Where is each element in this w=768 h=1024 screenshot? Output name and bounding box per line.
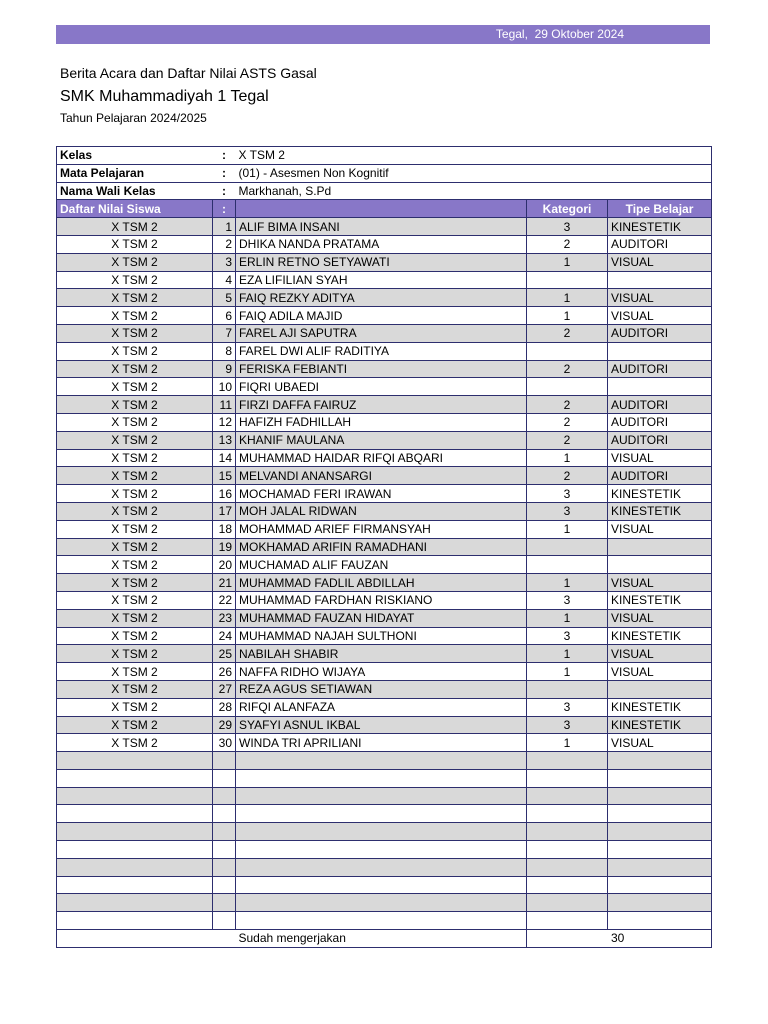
student-class: X TSM 2 xyxy=(57,627,213,645)
student-tipe-belajar: VISUAL xyxy=(608,289,712,307)
student-number: 14 xyxy=(213,449,236,467)
student-class: X TSM 2 xyxy=(57,591,213,609)
student-name: ALIF BIMA INSANI xyxy=(236,218,527,236)
student-tipe-belajar xyxy=(608,342,712,360)
table-row xyxy=(57,378,712,396)
student-class: X TSM 2 xyxy=(57,538,213,556)
student-kategori: 1 xyxy=(527,520,608,538)
table-row xyxy=(57,663,712,681)
table-row xyxy=(57,734,712,752)
student-kategori xyxy=(527,538,608,556)
student-kategori: 1 xyxy=(527,289,608,307)
empty-cell xyxy=(213,858,236,876)
student-tipe-belajar: VISUAL xyxy=(608,520,712,538)
empty-cell xyxy=(608,769,712,787)
student-tipe-belajar: VISUAL xyxy=(608,449,712,467)
student-number: 27 xyxy=(213,680,236,698)
student-class: X TSM 2 xyxy=(57,609,213,627)
student-number: 23 xyxy=(213,609,236,627)
empty-cell xyxy=(608,894,712,912)
student-number: 21 xyxy=(213,574,236,592)
student-class: X TSM 2 xyxy=(57,663,213,681)
empty-cell xyxy=(236,912,527,930)
student-name: MUHAMMAD HAIDAR RIFQI ABQARI xyxy=(236,449,527,467)
summary-row xyxy=(57,930,712,948)
empty-cell xyxy=(57,752,213,770)
empty-cell xyxy=(57,841,213,859)
student-name: FERISKA FEBIANTI xyxy=(236,360,527,378)
student-tipe-belajar xyxy=(608,271,712,289)
student-tipe-belajar: AUDITORI xyxy=(608,360,712,378)
student-kategori: 1 xyxy=(527,734,608,752)
student-number: 29 xyxy=(213,716,236,734)
empty-row xyxy=(57,858,712,876)
empty-cell xyxy=(608,858,712,876)
student-tipe-belajar: AUDITORI xyxy=(608,235,712,253)
student-name: WINDA TRI APRILIANI xyxy=(236,734,527,752)
student-tipe-belajar: VISUAL xyxy=(608,307,712,325)
student-name: KHANIF MAULANA xyxy=(236,431,527,449)
table-row xyxy=(57,413,712,431)
student-class: X TSM 2 xyxy=(57,289,213,307)
student-kategori: 3 xyxy=(527,716,608,734)
empty-cell xyxy=(57,894,213,912)
student-tipe-belajar: VISUAL xyxy=(608,734,712,752)
table-row xyxy=(57,716,712,734)
student-number: 12 xyxy=(213,413,236,431)
empty-cell xyxy=(57,787,213,805)
student-name: REZA AGUS SETIAWAN xyxy=(236,680,527,698)
table-row xyxy=(57,467,712,485)
empty-row xyxy=(57,787,712,805)
student-tipe-belajar xyxy=(608,680,712,698)
student-kategori: 2 xyxy=(527,467,608,485)
empty-cell xyxy=(527,752,608,770)
student-name: DHIKA NANDA PRATAMA xyxy=(236,235,527,253)
empty-cell xyxy=(236,787,527,805)
student-kategori: 1 xyxy=(527,574,608,592)
colon: : xyxy=(213,147,236,165)
student-number: 15 xyxy=(213,467,236,485)
student-tipe-belajar: VISUAL xyxy=(608,609,712,627)
student-tipe-belajar: AUDITORI xyxy=(608,324,712,342)
student-tipe-belajar xyxy=(608,538,712,556)
student-name: MUHAMMAD FARDHAN RISKIANO xyxy=(236,591,527,609)
table-row xyxy=(57,271,712,289)
table-row xyxy=(57,449,712,467)
student-name: MUHAMMAD FADLIL ABDILLAH xyxy=(236,574,527,592)
student-class: X TSM 2 xyxy=(57,342,213,360)
header-tipe-belajar: Tipe Belajar xyxy=(608,200,712,218)
student-number: 26 xyxy=(213,663,236,681)
table-row xyxy=(57,360,712,378)
student-number: 25 xyxy=(213,645,236,663)
student-name: RIFQI ALANFAZA xyxy=(236,698,527,716)
student-name: MOH JALAL RIDWAN xyxy=(236,502,527,520)
student-number: 20 xyxy=(213,556,236,574)
table-row xyxy=(57,431,712,449)
empty-cell xyxy=(57,912,213,930)
student-kategori xyxy=(527,680,608,698)
student-name: ERLIN RETNO SETYAWATI xyxy=(236,253,527,271)
empty-row xyxy=(57,894,712,912)
student-name: FIQRI UBAEDI xyxy=(236,378,527,396)
student-name: FIRZI DAFFA FAIRUZ xyxy=(236,396,527,414)
student-tipe-belajar: AUDITORI xyxy=(608,467,712,485)
student-name: MOCHAMAD FERI IRAWAN xyxy=(236,485,527,503)
student-class: X TSM 2 xyxy=(57,716,213,734)
student-class: X TSM 2 xyxy=(57,467,213,485)
student-number: 24 xyxy=(213,627,236,645)
student-tipe-belajar: KINESTETIK xyxy=(608,627,712,645)
empty-cell xyxy=(608,841,712,859)
student-class: X TSM 2 xyxy=(57,253,213,271)
empty-cell xyxy=(213,769,236,787)
student-tipe-belajar xyxy=(608,378,712,396)
table-row xyxy=(57,538,712,556)
student-name: FAREL DWI ALIF RADITIYA xyxy=(236,342,527,360)
student-class: X TSM 2 xyxy=(57,734,213,752)
empty-cell xyxy=(527,841,608,859)
table-row xyxy=(57,342,712,360)
student-class: X TSM 2 xyxy=(57,645,213,663)
table-row xyxy=(57,680,712,698)
student-tipe-belajar: KINESTETIK xyxy=(608,502,712,520)
empty-cell xyxy=(236,876,527,894)
header-kategori: Kategori xyxy=(527,200,608,218)
student-number: 4 xyxy=(213,271,236,289)
empty-cell xyxy=(236,805,527,823)
empty-cell xyxy=(236,858,527,876)
student-number: 9 xyxy=(213,360,236,378)
empty-cell xyxy=(527,769,608,787)
student-number: 30 xyxy=(213,734,236,752)
student-class: X TSM 2 xyxy=(57,413,213,431)
academic-year: Tahun Pelajaran 2024/2025 xyxy=(60,111,207,125)
student-number: 7 xyxy=(213,324,236,342)
empty-cell xyxy=(608,805,712,823)
student-class: X TSM 2 xyxy=(57,378,213,396)
kelas-label: Kelas xyxy=(57,147,213,165)
student-class: X TSM 2 xyxy=(57,324,213,342)
student-number: 17 xyxy=(213,502,236,520)
student-name: HAFIZH FADHILLAH xyxy=(236,413,527,431)
student-name: MOHAMMAD ARIEF FIRMANSYAH xyxy=(236,520,527,538)
table-row xyxy=(57,324,712,342)
student-kategori: 2 xyxy=(527,431,608,449)
table-row xyxy=(57,235,712,253)
empty-cell xyxy=(527,805,608,823)
student-kategori: 2 xyxy=(527,360,608,378)
wali-label: Nama Wali Kelas xyxy=(57,182,213,200)
table-row xyxy=(57,307,712,325)
table-row xyxy=(57,396,712,414)
grade-table xyxy=(56,146,712,948)
table-row xyxy=(57,591,712,609)
student-tipe-belajar: AUDITORI xyxy=(608,431,712,449)
student-name: MOKHAMAD ARIFIN RAMADHANI xyxy=(236,538,527,556)
student-tipe-belajar: AUDITORI xyxy=(608,396,712,414)
info-row-wali xyxy=(57,182,712,200)
document-title: Berita Acara dan Daftar Nilai ASTS Gasal xyxy=(60,65,317,81)
empty-cell xyxy=(213,894,236,912)
student-tipe-belajar: VISUAL xyxy=(608,253,712,271)
student-tipe-belajar: KINESTETIK xyxy=(608,698,712,716)
student-kategori: 2 xyxy=(527,324,608,342)
mapel-label: Mata Pelajaran xyxy=(57,164,213,182)
empty-cell xyxy=(527,912,608,930)
student-kategori: 3 xyxy=(527,485,608,503)
empty-cell xyxy=(57,823,213,841)
summary-count: 30 xyxy=(527,930,712,948)
empty-row xyxy=(57,769,712,787)
empty-cell xyxy=(57,769,213,787)
student-kategori xyxy=(527,378,608,396)
student-name: MUHAMMAD NAJAH SULTHONI xyxy=(236,627,527,645)
empty-cell xyxy=(213,912,236,930)
empty-cell xyxy=(608,823,712,841)
table-row xyxy=(57,609,712,627)
table-row xyxy=(57,627,712,645)
student-class: X TSM 2 xyxy=(57,485,213,503)
student-name: EZA LIFILIAN SYAH xyxy=(236,271,527,289)
empty-cell xyxy=(213,787,236,805)
student-class: X TSM 2 xyxy=(57,431,213,449)
student-kategori: 1 xyxy=(527,609,608,627)
student-number: 5 xyxy=(213,289,236,307)
header-daftar-nilai: Daftar Nilai Siswa xyxy=(57,200,213,218)
empty-cell xyxy=(57,858,213,876)
student-number: 10 xyxy=(213,378,236,396)
student-class: X TSM 2 xyxy=(57,520,213,538)
empty-cell xyxy=(608,876,712,894)
colon: : xyxy=(213,164,236,182)
empty-cell xyxy=(236,894,527,912)
student-tipe-belajar: KINESTETIK xyxy=(608,591,712,609)
empty-cell xyxy=(213,823,236,841)
student-name: MUHAMMAD FAUZAN HIDAYAT xyxy=(236,609,527,627)
empty-cell xyxy=(608,752,712,770)
student-tipe-belajar: VISUAL xyxy=(608,574,712,592)
student-kategori: 1 xyxy=(527,663,608,681)
student-name: FAIQ REZKY ADITYA xyxy=(236,289,527,307)
student-name: MUCHAMAD ALIF FAUZAN xyxy=(236,556,527,574)
empty-cell xyxy=(213,841,236,859)
student-tipe-belajar: KINESTETIK xyxy=(608,716,712,734)
student-number: 11 xyxy=(213,396,236,414)
student-number: 28 xyxy=(213,698,236,716)
empty-cell xyxy=(213,805,236,823)
student-tipe-belajar: AUDITORI xyxy=(608,413,712,431)
school-name: SMK Muhammadiyah 1 Tegal xyxy=(60,88,269,105)
document-date: Tegal, 29 Oktober 2024 xyxy=(495,27,624,41)
student-kategori: 3 xyxy=(527,502,608,520)
student-name: FAIQ ADILA MAJID xyxy=(236,307,527,325)
student-number: 18 xyxy=(213,520,236,538)
student-kategori xyxy=(527,556,608,574)
table-row xyxy=(57,485,712,503)
empty-cell xyxy=(213,876,236,894)
student-kategori xyxy=(527,271,608,289)
student-number: 3 xyxy=(213,253,236,271)
header-colon: : xyxy=(213,200,236,218)
info-row-mapel xyxy=(57,164,712,182)
empty-cell xyxy=(57,876,213,894)
student-number: 13 xyxy=(213,431,236,449)
info-row-kelas xyxy=(57,147,712,165)
student-class: X TSM 2 xyxy=(57,307,213,325)
empty-cell xyxy=(608,912,712,930)
empty-cell xyxy=(236,823,527,841)
table-row xyxy=(57,218,712,236)
student-tipe-belajar: VISUAL xyxy=(608,663,712,681)
student-kategori: 1 xyxy=(527,645,608,663)
empty-cell xyxy=(236,841,527,859)
student-class: X TSM 2 xyxy=(57,698,213,716)
student-kategori: 3 xyxy=(527,627,608,645)
empty-cell xyxy=(608,787,712,805)
empty-row xyxy=(57,876,712,894)
student-class: X TSM 2 xyxy=(57,396,213,414)
student-kategori: 1 xyxy=(527,253,608,271)
student-class: X TSM 2 xyxy=(57,680,213,698)
student-tipe-belajar xyxy=(608,556,712,574)
empty-row xyxy=(57,912,712,930)
student-tipe-belajar: VISUAL xyxy=(608,645,712,663)
student-class: X TSM 2 xyxy=(57,556,213,574)
student-name: NABILAH SHABIR xyxy=(236,645,527,663)
student-kategori: 2 xyxy=(527,396,608,414)
student-kategori: 3 xyxy=(527,591,608,609)
empty-row xyxy=(57,841,712,859)
table-row xyxy=(57,502,712,520)
empty-cell xyxy=(527,894,608,912)
date-bar xyxy=(56,25,710,44)
student-class: X TSM 2 xyxy=(57,449,213,467)
table-row xyxy=(57,289,712,307)
summary-label: Sudah mengerjakan xyxy=(236,930,527,948)
student-number: 6 xyxy=(213,307,236,325)
student-number: 19 xyxy=(213,538,236,556)
mapel-value: (01) - Asesmen Non Kognitif xyxy=(236,164,712,182)
table-row xyxy=(57,698,712,716)
student-name: NAFFA RIDHO WIJAYA xyxy=(236,663,527,681)
student-kategori: 3 xyxy=(527,698,608,716)
student-kategori: 1 xyxy=(527,449,608,467)
empty-row xyxy=(57,823,712,841)
student-number: 8 xyxy=(213,342,236,360)
student-name: SYAFYI ASNUL IKBAL xyxy=(236,716,527,734)
student-kategori: 2 xyxy=(527,235,608,253)
student-class: X TSM 2 xyxy=(57,574,213,592)
student-number: 2 xyxy=(213,235,236,253)
student-name: FAREL AJI SAPUTRA xyxy=(236,324,527,342)
empty-row xyxy=(57,805,712,823)
student-number: 1 xyxy=(213,218,236,236)
empty-cell xyxy=(57,805,213,823)
table-row xyxy=(57,556,712,574)
header-blank xyxy=(236,200,527,218)
student-class: X TSM 2 xyxy=(57,218,213,236)
student-kategori: 3 xyxy=(527,218,608,236)
student-class: X TSM 2 xyxy=(57,235,213,253)
summary-spacer xyxy=(57,930,236,948)
table-row xyxy=(57,253,712,271)
student-tipe-belajar: KINESTETIK xyxy=(608,485,712,503)
empty-cell xyxy=(527,823,608,841)
empty-cell xyxy=(236,752,527,770)
student-number: 22 xyxy=(213,591,236,609)
student-class: X TSM 2 xyxy=(57,502,213,520)
student-kategori xyxy=(527,342,608,360)
table-row xyxy=(57,645,712,663)
empty-cell xyxy=(527,787,608,805)
empty-cell xyxy=(213,752,236,770)
student-kategori: 2 xyxy=(527,413,608,431)
student-tipe-belajar: KINESTETIK xyxy=(608,218,712,236)
student-number: 16 xyxy=(213,485,236,503)
student-class: X TSM 2 xyxy=(57,360,213,378)
empty-cell xyxy=(527,876,608,894)
colon: : xyxy=(213,182,236,200)
empty-cell xyxy=(236,769,527,787)
table-row xyxy=(57,574,712,592)
wali-value: Markhanah, S.Pd xyxy=(236,182,712,200)
empty-row xyxy=(57,752,712,770)
student-name: MELVANDI ANANSARGI xyxy=(236,467,527,485)
table-header-row xyxy=(57,200,712,218)
table-row xyxy=(57,520,712,538)
student-class: X TSM 2 xyxy=(57,271,213,289)
empty-cell xyxy=(527,858,608,876)
student-kategori: 1 xyxy=(527,307,608,325)
kelas-value: X TSM 2 xyxy=(236,147,712,165)
